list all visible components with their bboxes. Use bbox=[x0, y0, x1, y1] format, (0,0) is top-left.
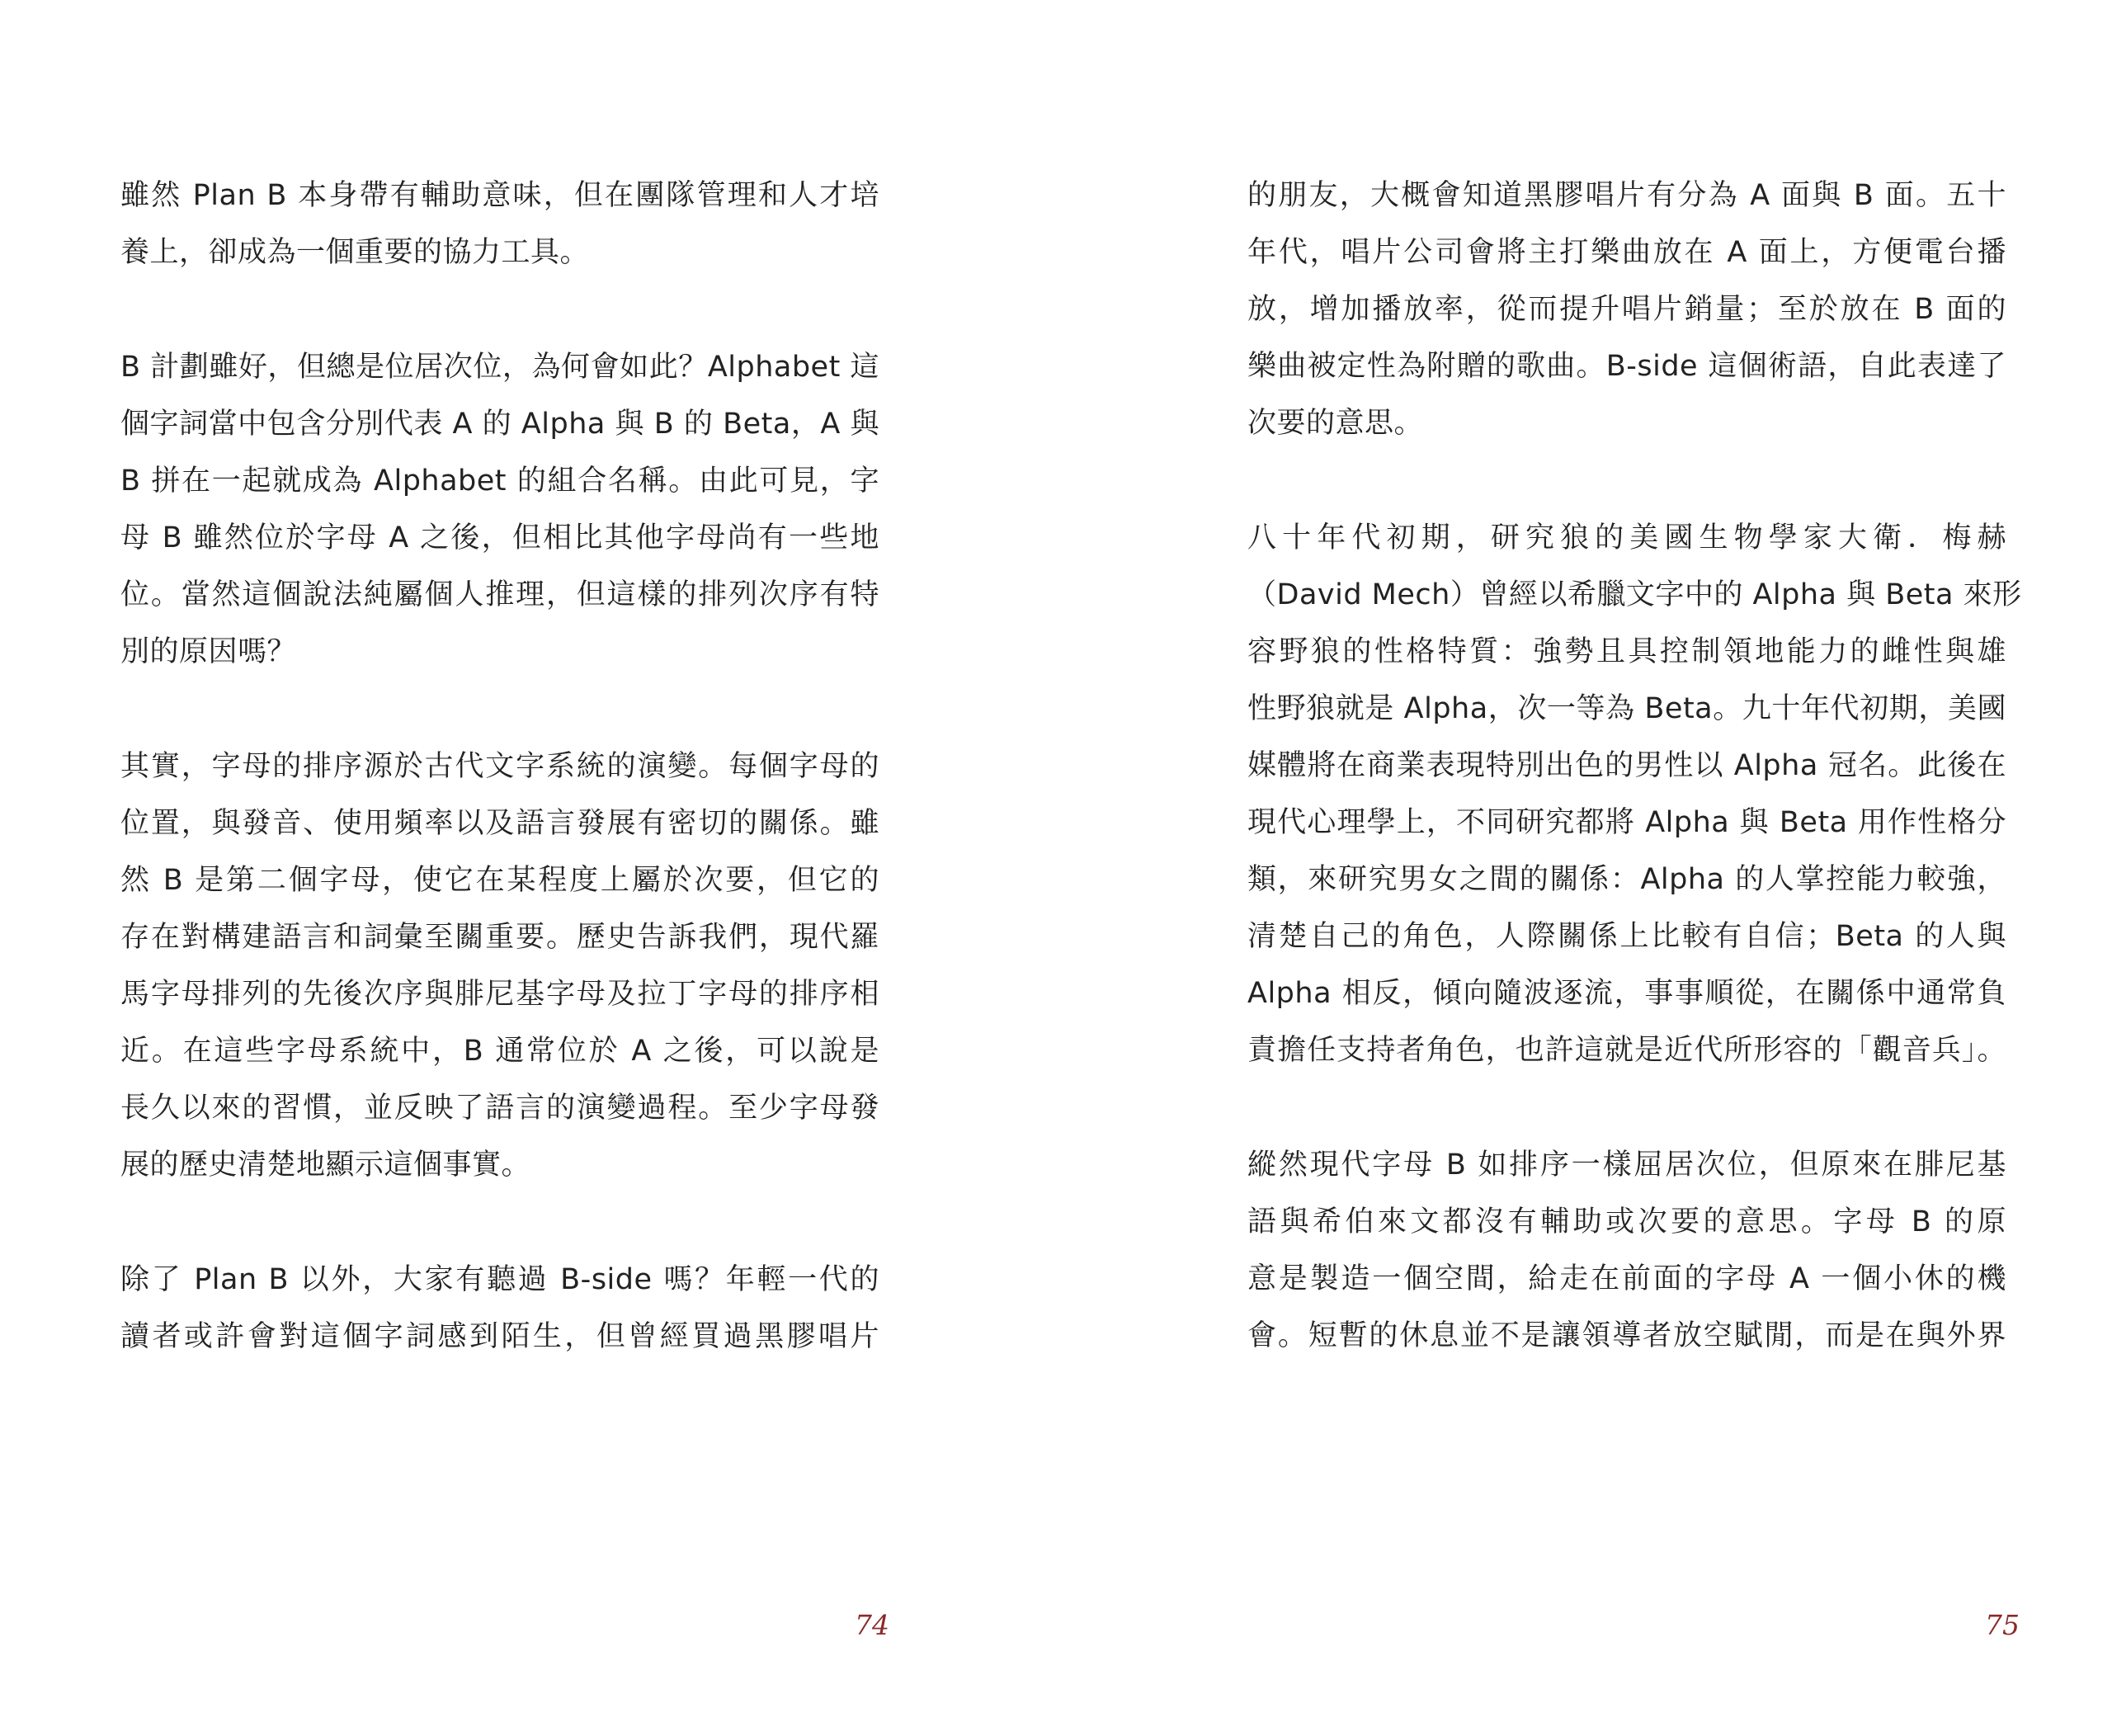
text-line: 個字詞當中包含分別代表 A 的 Alpha 與 B 的 Beta，A 與 bbox=[120, 408, 879, 441]
text-line: 縱然現代字母 B 如排序一樣屈居次位，但原來在腓尼基 bbox=[1247, 1149, 2006, 1182]
text-line: 放，增加播放率，從而提升唱片銷量；至於放在 B 面的 bbox=[1247, 293, 2006, 326]
page-number: 75 bbox=[1985, 1609, 2020, 1641]
text-line: 語與希伯來文都沒有輔助或次要的意思。字母 B 的原 bbox=[1247, 1205, 2006, 1238]
paragraph bbox=[120, 339, 879, 681]
paragraph bbox=[1247, 510, 2022, 1079]
text-line: 位。當然這個說法純屬個人推理，但這樣的排列次序有特 bbox=[120, 578, 879, 611]
text-line: 長久以來的習慣，並反映了語言的演變過程。至少字母發 bbox=[120, 1092, 879, 1125]
text-line: B 拼在一起就成為 Alphabet 的組合名稱。由此可見，字 bbox=[120, 465, 879, 498]
text-line: 現代心理學上，不同研究都將 Alpha 與 Beta 用作性格分 bbox=[1247, 806, 2006, 839]
paragraph bbox=[1247, 167, 2006, 452]
paragraph bbox=[120, 1252, 879, 1366]
text-line: 別的原因嗎？ bbox=[120, 635, 297, 668]
text-line: 容野狼的性格特質：強勢且具控制領地能力的雌性與雄 bbox=[1247, 635, 2006, 668]
text-line: 讀者或許會對這個字詞感到陌生，但曾經買過黑膠唱片 bbox=[120, 1320, 879, 1353]
text-line: 展的歷史清楚地顯示這個事實。 bbox=[120, 1149, 531, 1182]
text-line: 然 B 是第二個字母，使它在某程度上屬於次要，但它的 bbox=[120, 864, 879, 897]
paragraph bbox=[120, 167, 879, 281]
text-line: 母 B 雖然位於字母 A 之後，但相比其他字母尚有一些地 bbox=[120, 521, 879, 554]
text-line: （David Mech）曾經以希臘文字中的 Alpha 與 Beta 來形 bbox=[1247, 578, 2022, 611]
text-line: 清楚自己的角色，人際關係上比較有自信；Beta 的人與 bbox=[1247, 920, 2006, 953]
text-line: 樂曲被定性為附贈的歌曲。B-side 這個術語，自此表達了 bbox=[1247, 350, 2006, 383]
text-line: 養上，卻成為一個重要的協力工具。 bbox=[120, 236, 590, 269]
right-text-block bbox=[1247, 167, 2022, 1422]
text-line: 其實，字母的排序源於古代文字系統的演變。每個字母的 bbox=[120, 750, 879, 783]
paragraph bbox=[120, 738, 879, 1194]
text-line: 意是製造一個空間，給走在前面的字母 A 一個小休的機 bbox=[1247, 1262, 2006, 1295]
text-line: 性野狼就是 Alpha，次一等為 Beta。九十年代初期，美國 bbox=[1247, 692, 2006, 725]
text-line: 媒體將在商業表現特別出色的男性以 Alpha 冠名。此後在 bbox=[1247, 749, 2006, 782]
text-line: 存在對構建語言和詞彙至關重要。歷史告訴我們，現代羅 bbox=[120, 921, 879, 954]
page-number: 74 bbox=[855, 1609, 889, 1641]
text-line: B 計劃雖好，但總是位居次位，為何會如此？Alphabet 這 bbox=[120, 351, 879, 384]
text-line: 類，來研究男女之間的關係：Alpha 的人掌控能力較強， bbox=[1247, 863, 2006, 896]
right-page bbox=[1056, 0, 2112, 1736]
text-line: 責擔任支持者角色，也許這就是近代所形容的「觀音兵」。 bbox=[1247, 1034, 2006, 1067]
text-line: 近。在這些字母系統中，B 通常位於 A 之後，可以說是 bbox=[120, 1035, 879, 1068]
paragraph bbox=[1247, 1137, 2006, 1365]
text-line: 年代，唱片公司會將主打樂曲放在 A 面上，方便電台播 bbox=[1247, 236, 2006, 269]
text-line: Alpha 相反，傾向隨波逐流，事事順從，在關係中通常負 bbox=[1247, 977, 2006, 1010]
text-line: 會。短暫的休息並不是讓領導者放空賦閒，而是在與外界 bbox=[1247, 1319, 2006, 1352]
text-line: 次要的意思。 bbox=[1247, 407, 1424, 440]
text-line: 除了 Plan B 以外，大家有聽過 B-side 嗎？年輕一代的 bbox=[120, 1263, 879, 1296]
text-line: 馬字母排列的先後次序與腓尼基字母及拉丁字母的排序相 bbox=[120, 978, 879, 1011]
left-text-block bbox=[120, 167, 879, 1423]
text-line: 八十年代初期，研究狼的美國生物學家大衛．梅赫 bbox=[1247, 521, 2006, 554]
text-line: 位置，與發音、使用頻率以及語言發展有密切的關係。雖 bbox=[120, 807, 879, 840]
text-line: 的朋友，大概會知道黑膠唱片有分為 A 面與 B 面。五十 bbox=[1247, 179, 2006, 212]
text-line: 雖然 Plan B 本身帶有輔助意味，但在團隊管理和人才培 bbox=[120, 179, 879, 212]
